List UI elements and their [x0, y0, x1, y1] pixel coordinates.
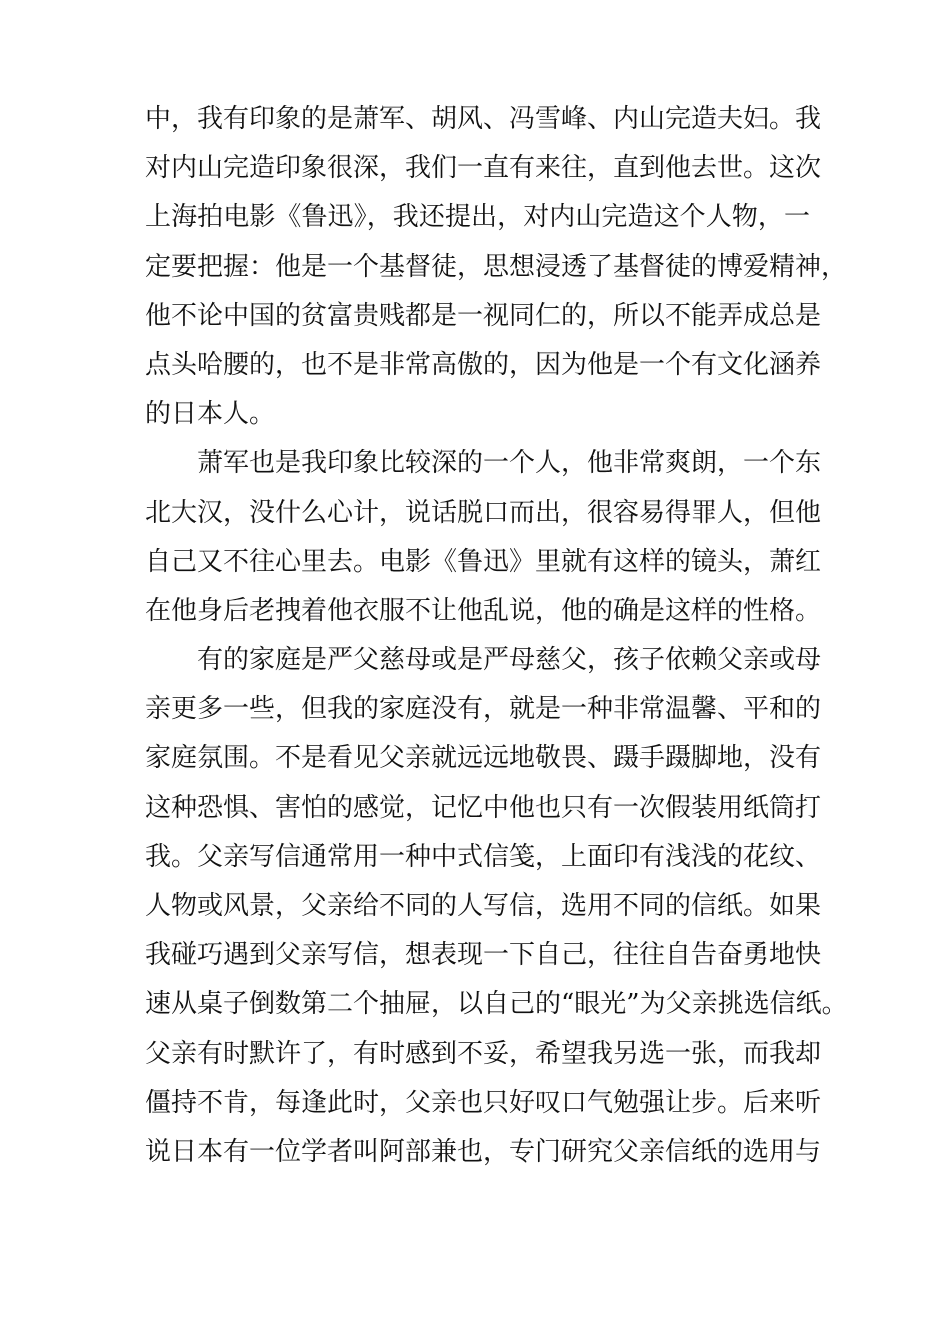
text-line: 他不论中国的贫富贵贱都是一视同仁的，所以不能弄成总是 [145, 300, 822, 331]
text-line: 中，我有印象的是萧军、胡风、冯雪峰、内山完造夫妇。我 [145, 104, 822, 134]
text-line: 定要把握：他是一个基督徒，思想浸透了基督徒的博爱精神， [145, 251, 848, 282]
text-line: 的日本人。 [145, 399, 276, 430]
text-line: 这种恐惧、害怕的感觉，记忆中他也只有一次假装用纸筒打 [145, 792, 822, 823]
text-line: 有的家庭是严父慈母或是严母慈父，孩子依赖父亲或母 [197, 645, 822, 676]
text-line: 我。父亲写信通常用一种中式信笺，上面印有浅浅的花纹、 [145, 841, 822, 872]
text-line: 北大汉，没什么心计，说话脱口而出，很容易得罪人，但他 [145, 497, 822, 528]
text-line: 在他身后老拽着他衣服不让他乱说，他的确是这样的性格。 [145, 595, 822, 626]
text-line: 点头哈腰的，也不是非常高傲的，因为他是一个有文化涵养 [145, 349, 822, 380]
text-line: 自己又不往心里去。电影《鲁迅》里就有这样的镜头，萧红 [145, 546, 822, 577]
text-line: 对内山完造印象很深，我们一直有来往，直到他去世。这次 [145, 153, 822, 184]
text-line: 萧军也是我印象比较深的一个人，他非常爽朗，一个东 [197, 448, 822, 479]
text-line: 人物或风景，父亲给不同的人写信，选用不同的信纸。如果 [145, 891, 822, 921]
text-line: 亲更多一些，但我的家庭没有，就是一种非常温馨、平和的 [145, 694, 822, 725]
text-line: 说日本有一位学者叫阿部兼也，专门研究父亲信纸的选用与 [145, 1136, 822, 1167]
text-line: 速从桌子倒数第二个抽屉，以自己的“眼光”为父亲挑选信纸。 [145, 989, 848, 1020]
text-line: 僵持不肯，每逢此时，父亲也只好叹口气勉强让步。后来听 [145, 1087, 822, 1118]
text-line: 家庭氛围。不是看见父亲就远远地敬畏、蹑手蹑脚地，没有 [145, 743, 822, 774]
paragraph [145, 636, 848, 1177]
text-line: 父亲有时默许了，有时感到不妥，希望我另选一张，而我却 [145, 1038, 822, 1069]
body-text [145, 95, 848, 1177]
paragraph [145, 95, 848, 439]
text-line: 我碰巧遇到父亲写信，想表现一下自己，往往自告奋勇地快 [145, 940, 822, 971]
paragraph [145, 439, 822, 636]
text-line: 上海拍电影《鲁迅》，我还提出，对内山完造这个人物，一 [145, 202, 810, 233]
